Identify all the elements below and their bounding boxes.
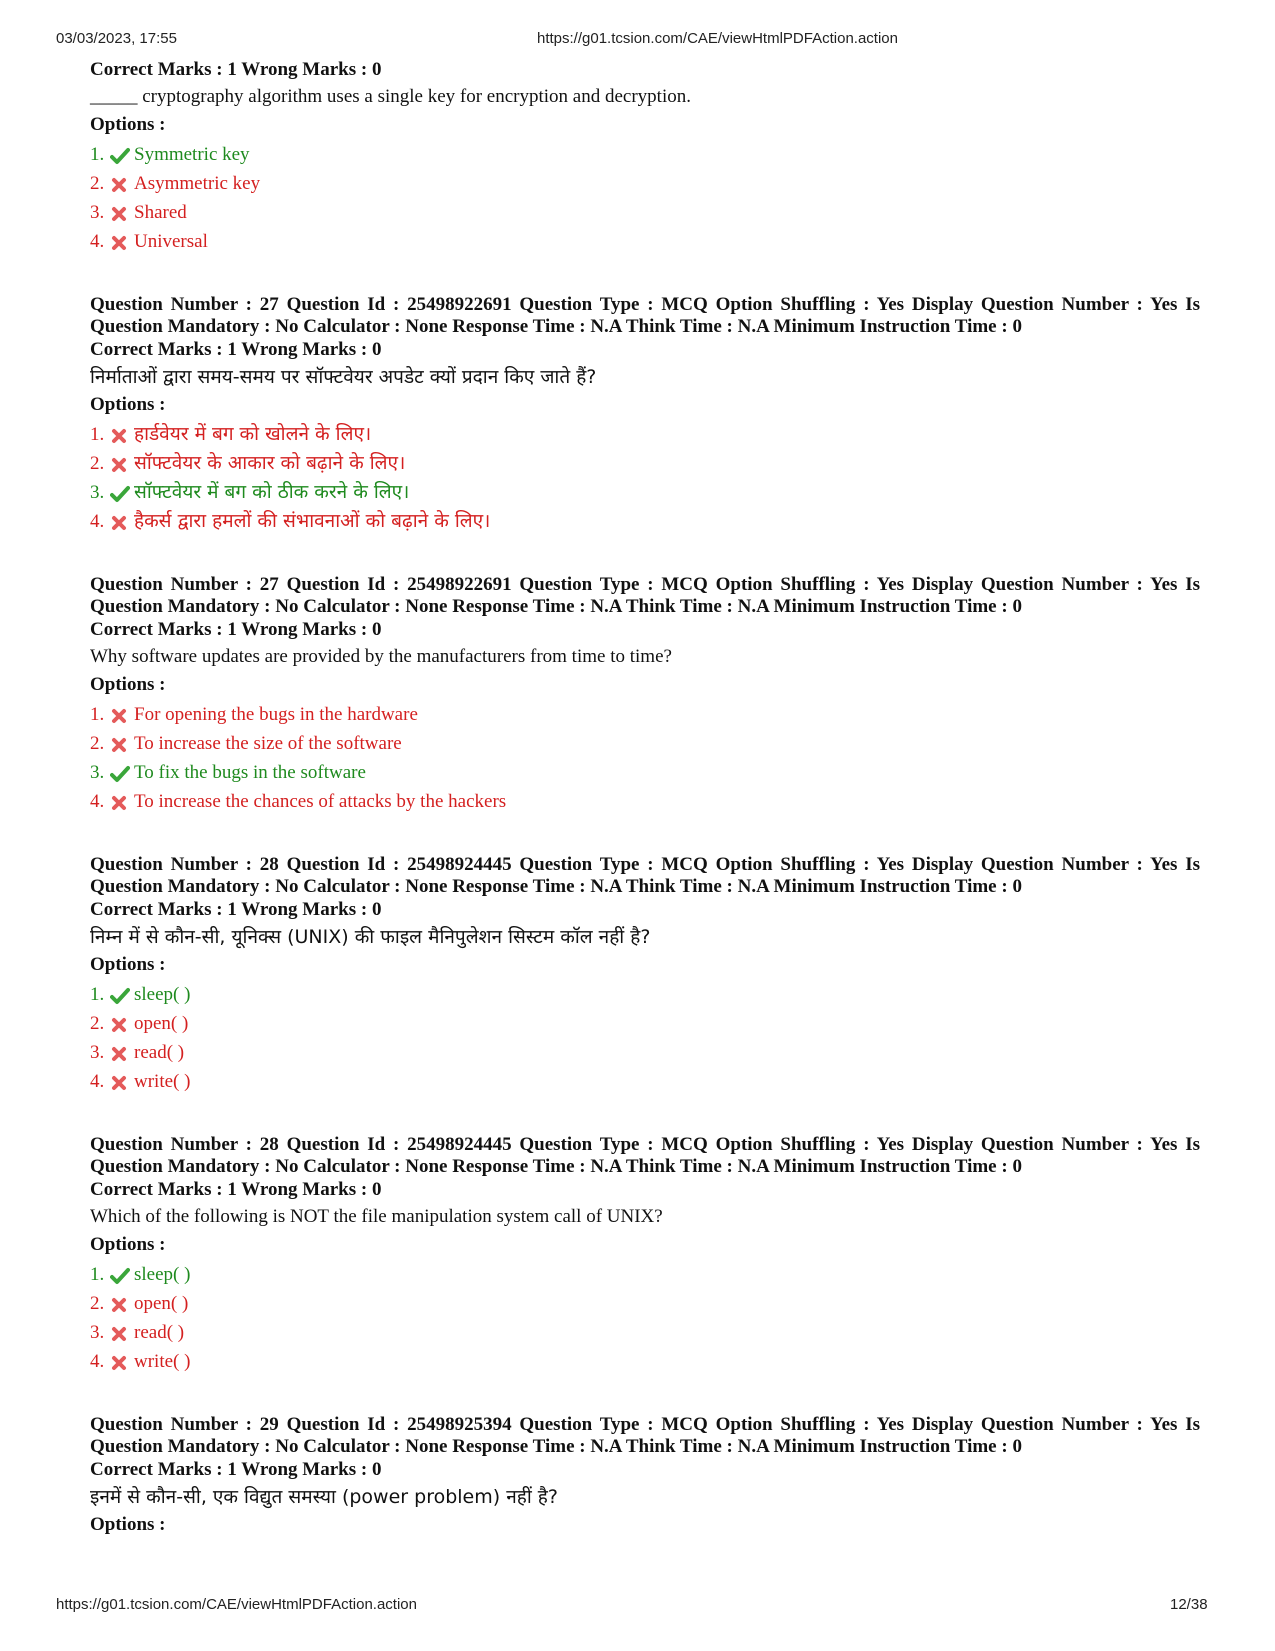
option-item [90,169,1200,198]
option-text: sleep( ) [134,1264,191,1285]
marks-line: Correct Marks : 1 Wrong Marks : 0 [90,59,382,80]
option-item [90,758,1200,787]
question-text: इनमें से कौन-सी, एक विद्युत समस्या (power problem) नहीं है? [90,1486,558,1508]
question-text: Why software updates are provided by the manufacturers from time to time? [90,646,672,667]
check-icon [110,763,132,783]
option-item [90,198,1200,227]
options-list [90,1260,1200,1376]
option-item [90,1009,1200,1038]
option-item [90,1347,1200,1376]
question-text: Which of the following is NOT the file manipulation system call of UNIX? [90,1206,663,1227]
option-item [90,140,1200,169]
cross-icon [110,203,132,223]
options-list [90,700,1200,816]
option-text: For opening the bugs in the hardware [134,704,418,725]
option-text: हैकर्स द्वारा हमलों की संभावनाओं को बढ़ाने के लिए। [134,510,491,532]
options-label: Options : [90,114,166,135]
option-number: 3. [90,1042,105,1063]
option-number: 4. [90,1351,105,1372]
option-number: 1. [90,984,105,1005]
page-number: 12/38 [1170,1596,1208,1613]
check-icon [110,1265,132,1285]
option-item [90,980,1200,1009]
cross-icon [110,1014,132,1034]
option-text: Symmetric key [134,144,250,165]
option-item [90,1038,1200,1067]
option-text: open( ) [134,1013,189,1034]
option-item [90,729,1200,758]
option-number: 4. [90,1071,105,1092]
cross-icon [110,232,132,252]
cross-icon [110,1072,132,1092]
marks-line: Correct Marks : 1 Wrong Marks : 0 [90,899,382,920]
question-meta: Question Number : 29 Question Id : 25498925394 Question Type : MCQ Option Shuffling : Yes Display Question Number : Yes Is Question Mandatory : No Calculator : None Response Time : N.A Think Time : N.A Minimum Instruction Time : 0 [90,1414,1200,1457]
option-item [90,449,1200,478]
print-datetime: 03/03/2023, 17:55 [56,30,177,47]
check-icon [110,145,132,165]
question-text: निर्माताओं द्वारा समय-समय पर सॉफ्टवेयर अपडेट क्यों प्रदान किए जाते हैं? [90,366,597,388]
option-item [90,787,1200,816]
option-item [90,1260,1200,1289]
option-text: Universal [134,231,208,252]
marks-line: Correct Marks : 1 Wrong Marks : 0 [90,619,382,640]
option-number: 3. [90,762,105,783]
options-list [90,980,1200,1096]
option-number: 1. [90,424,105,445]
option-number: 1. [90,704,105,725]
cross-icon [110,174,132,194]
print-header-url: https://g01.tcsion.com/CAE/viewHtmlPDFAction.action [537,30,898,47]
options-label: Options : [90,674,166,695]
cross-icon [110,1323,132,1343]
marks-line: Correct Marks : 1 Wrong Marks : 0 [90,1459,382,1480]
option-text: To increase the size of the software [134,733,402,754]
print-footer-url: https://g01.tcsion.com/CAE/viewHtmlPDFAction.action [56,1596,417,1613]
option-text: To increase the chances of attacks by the hackers [134,791,507,812]
question-meta: Question Number : 28 Question Id : 25498924445 Question Type : MCQ Option Shuffling : Yes Display Question Number : Yes Is Question Mandatory : No Calculator : None Response Time : N.A Think Time : N.A Minimum Instruction Time : 0 [90,1134,1200,1177]
option-number: 4. [90,791,105,812]
option-text: open( ) [134,1293,189,1314]
option-item [90,507,1200,536]
check-icon [110,483,132,503]
check-icon [110,985,132,1005]
option-text: हार्डवेयर में बग को खोलने के लिए। [134,423,372,445]
option-item [90,1318,1200,1347]
options-label: Options : [90,1514,166,1535]
cross-icon [110,454,132,474]
option-text: sleep( ) [134,984,191,1005]
option-number: 2. [90,1293,105,1314]
question-text: निम्न में से कौन-सी, यूनिक्स (UNIX) की फाइल मैनिपुलेशन सिस्टम कॉल नहीं है? [90,926,651,948]
option-text: write( ) [134,1351,191,1372]
question-block [90,1134,1200,1376]
options-label: Options : [90,394,166,415]
question-meta: Question Number : 27 Question Id : 25498922691 Question Type : MCQ Option Shuffling : Yes Display Question Number : Yes Is Question Mandatory : No Calculator : None Response Time : N.A Think Time : N.A Minimum Instruction Time : 0 [90,574,1200,617]
marks-line: Correct Marks : 1 Wrong Marks : 0 [90,1179,382,1200]
option-text: To fix the bugs in the software [134,762,366,783]
option-number: 2. [90,173,105,194]
option-number: 1. [90,144,105,165]
option-item [90,1067,1200,1096]
options-label: Options : [90,1234,166,1255]
option-number: 2. [90,453,105,474]
option-number: 4. [90,231,105,252]
cross-icon [110,425,132,445]
option-text: सॉफ्टवेयर के आकार को बढ़ाने के लिए। [134,452,406,474]
option-number: 2. [90,733,105,754]
question-block [90,294,1200,536]
option-item [90,1289,1200,1318]
option-number: 1. [90,1264,105,1285]
question-block-top [90,58,1200,256]
option-number: 3. [90,1322,105,1343]
cross-icon [110,1294,132,1314]
option-number: 2. [90,1013,105,1034]
question-text: _____ cryptography algorithm uses a single key for encryption and decryption. [90,86,691,107]
option-text: write( ) [134,1071,191,1092]
option-text: सॉफ्टवेयर में बग को ठीक करने के लिए। [134,481,410,503]
option-number: 3. [90,202,105,223]
option-text: read( ) [134,1042,185,1063]
question-block [90,1414,1200,1538]
option-item [90,420,1200,449]
question-meta: Question Number : 28 Question Id : 25498924445 Question Type : MCQ Option Shuffling : Yes Display Question Number : Yes Is Question Mandatory : No Calculator : None Response Time : N.A Think Time : N.A Minimum Instruction Time : 0 [90,854,1200,897]
question-block [90,854,1200,1096]
cross-icon [110,512,132,532]
cross-icon [110,734,132,754]
options-label: Options : [90,954,166,975]
option-number: 3. [90,482,105,503]
cross-icon [110,792,132,812]
question-paper-content [90,58,1200,1540]
cross-icon [110,705,132,725]
question-meta: Question Number : 27 Question Id : 25498922691 Question Type : MCQ Option Shuffling : Yes Display Question Number : Yes Is Question Mandatory : No Calculator : None Response Time : N.A Think Time : N.A Minimum Instruction Time : 0 [90,294,1200,337]
option-text: Shared [134,202,187,223]
question-block [90,574,1200,816]
option-item [90,478,1200,507]
marks-line: Correct Marks : 1 Wrong Marks : 0 [90,339,382,360]
option-item [90,227,1200,256]
cross-icon [110,1352,132,1372]
option-text: Asymmetric key [134,173,261,194]
options-list [90,140,1200,256]
cross-icon [110,1043,132,1063]
option-text: read( ) [134,1322,185,1343]
option-number: 4. [90,511,105,532]
options-list [90,420,1200,536]
option-item [90,700,1200,729]
